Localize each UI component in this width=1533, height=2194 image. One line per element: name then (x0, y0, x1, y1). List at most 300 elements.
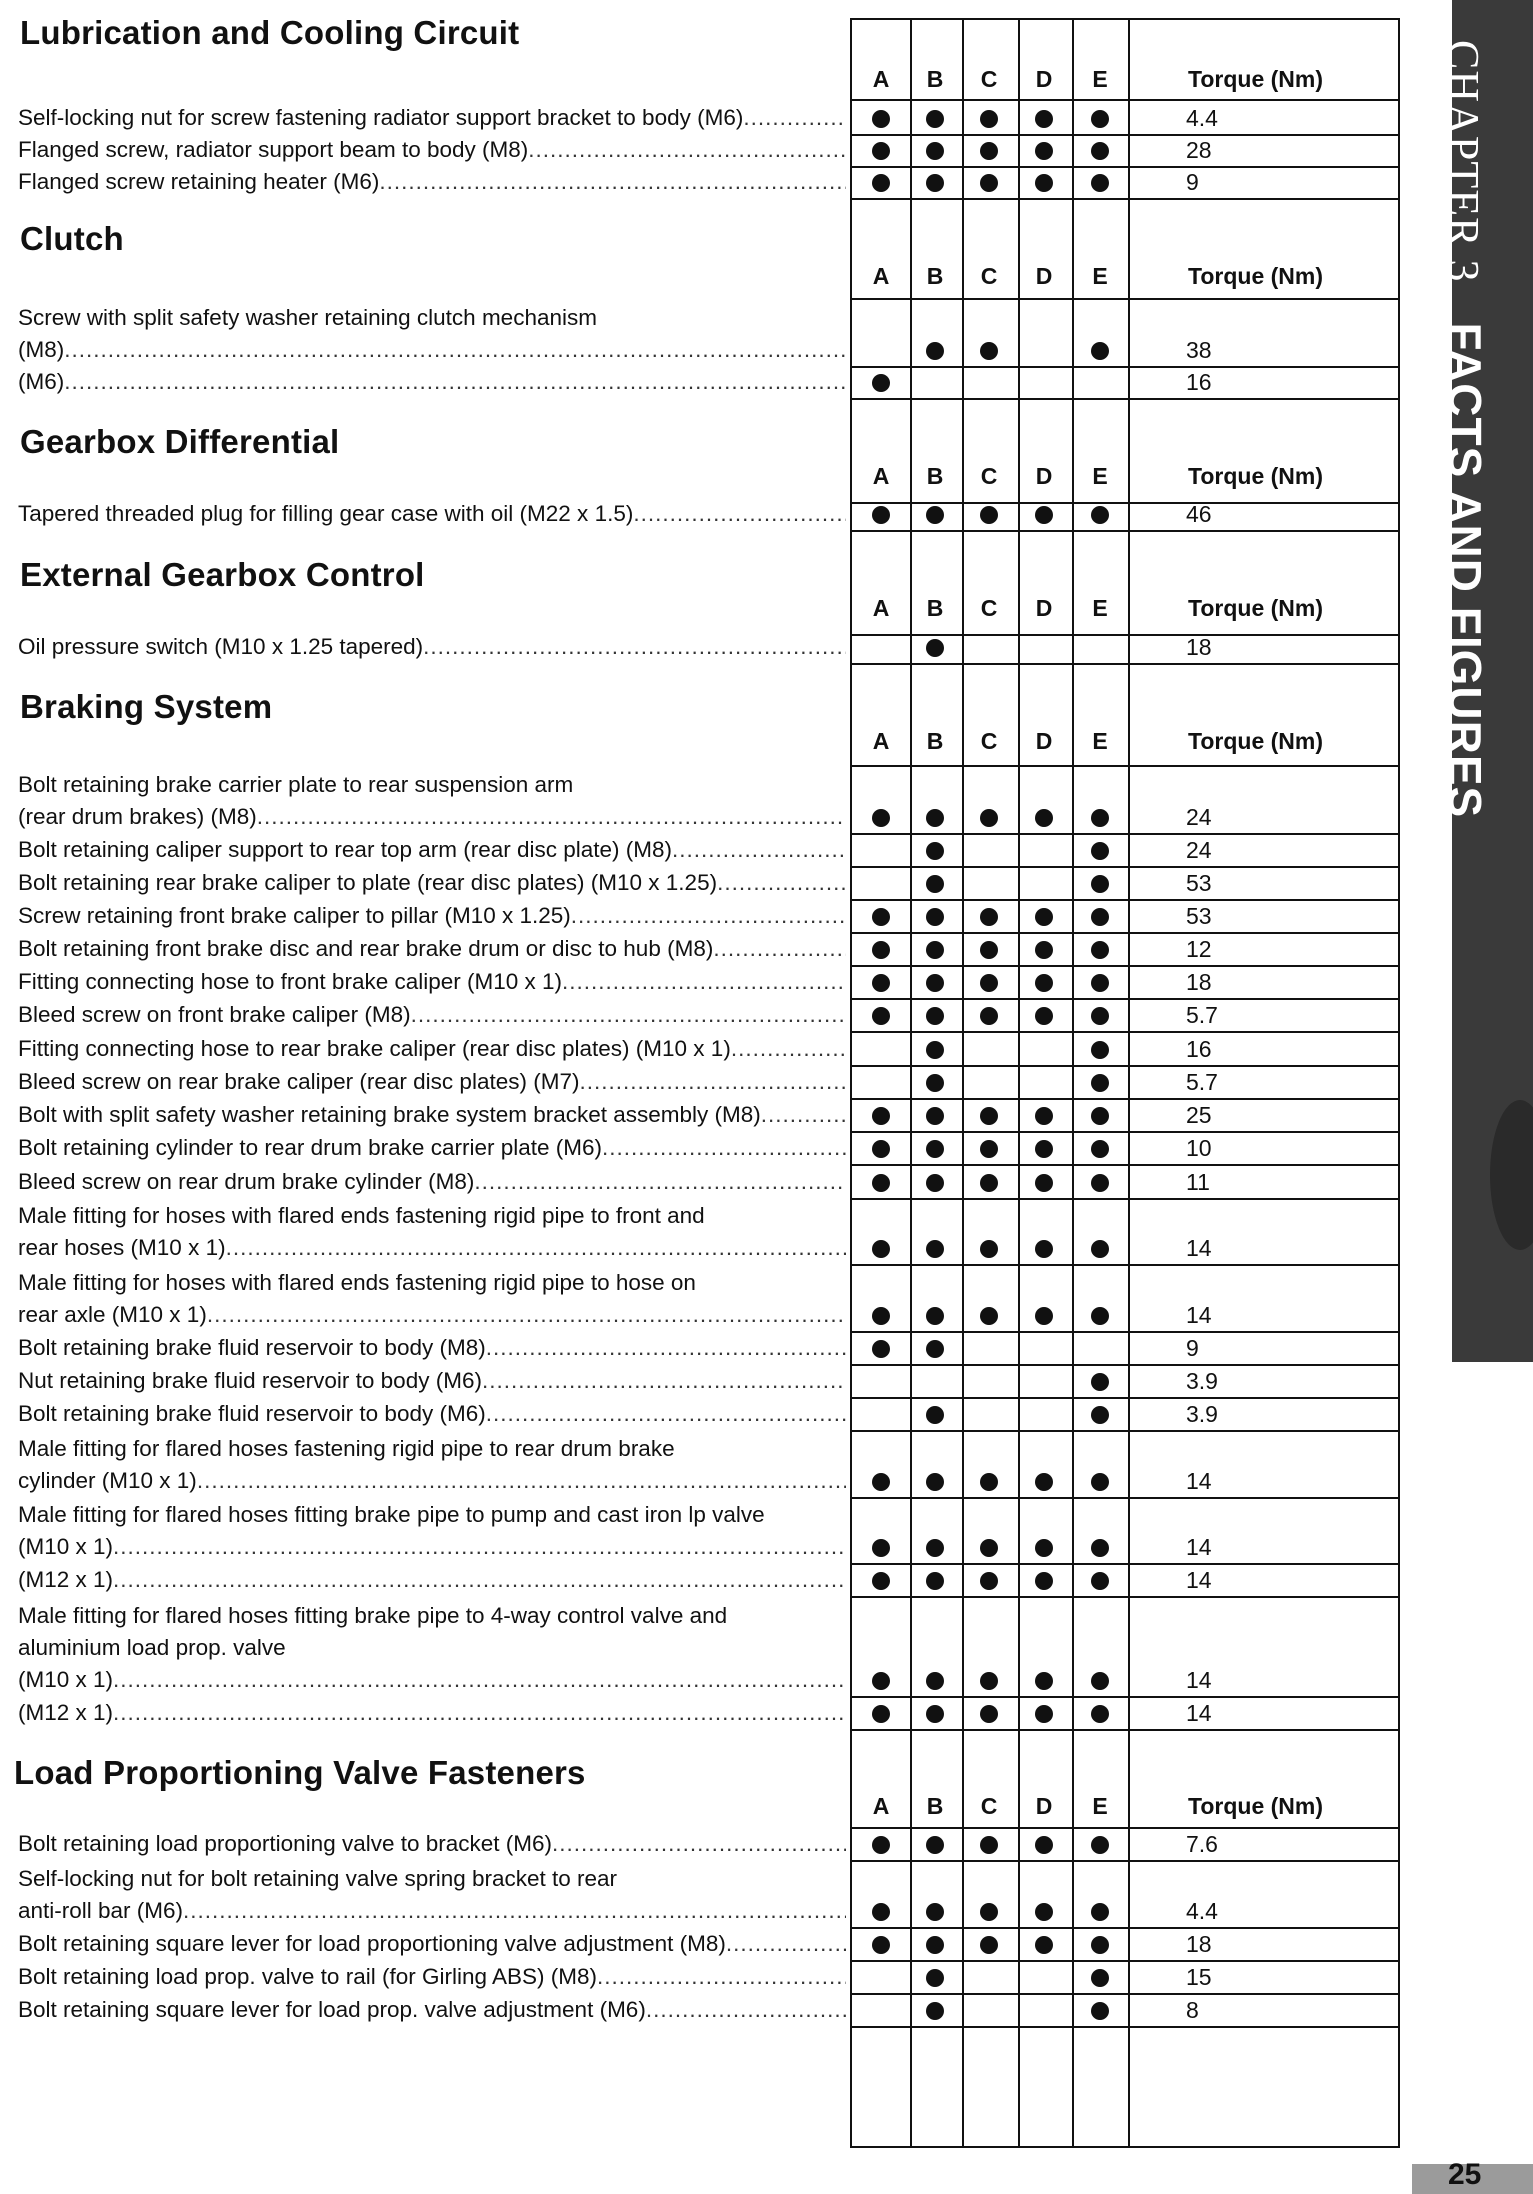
row-label-text: rear hoses (M10 x 1) (18, 1235, 226, 1260)
row-label (18, 771, 573, 799)
applies-dot (1035, 1240, 1053, 1258)
row-label (18, 304, 597, 332)
row-rule (850, 1563, 1398, 1565)
applies-dot (980, 1836, 998, 1854)
applies-dot (1035, 1672, 1053, 1690)
leader-dots (113, 1566, 846, 1594)
header-rule (850, 298, 1398, 300)
applies-dot (872, 1936, 890, 1954)
applies-dot (926, 1936, 944, 1954)
torque-value: 18 (1186, 634, 1212, 660)
row-label-text: Oil pressure switch (M10 x 1.25 tapered) (18, 634, 424, 659)
row-label-text: Screw with split safety washer retaining clutch mechanism (18, 305, 597, 330)
row-rule (850, 1397, 1398, 1399)
leader-dots (207, 1301, 846, 1329)
row-rule (850, 1993, 1398, 1995)
row-label (18, 1134, 846, 1162)
column-header-c: C (980, 263, 998, 289)
applies-dot (872, 1473, 890, 1491)
applies-dot (1035, 1007, 1053, 1025)
column-header-e: E (1092, 66, 1108, 92)
applies-dot (1035, 506, 1053, 524)
torque-value: 18 (1186, 969, 1212, 995)
row-rule (850, 663, 1398, 665)
column-header-d: D (1035, 66, 1053, 92)
row-label (18, 1068, 846, 1096)
torque-value: 24 (1186, 804, 1212, 830)
leader-dots (197, 1467, 846, 1495)
applies-dot (926, 1539, 944, 1557)
applies-dot (980, 941, 998, 959)
column-header-d: D (1035, 463, 1053, 489)
applies-dot (926, 941, 944, 959)
applies-dot (872, 174, 890, 192)
header-rule (850, 99, 1398, 101)
leader-dots (257, 803, 846, 831)
applies-dot (980, 908, 998, 926)
torque-value: 10 (1186, 1135, 1212, 1161)
row-rule (850, 398, 1398, 400)
torque-column-header: Torque (Nm) (1188, 263, 1324, 289)
row-label (18, 368, 846, 396)
row-label (18, 1897, 846, 1925)
leader-dots (713, 935, 846, 963)
applies-dot (872, 1903, 890, 1921)
row-rule (850, 1364, 1398, 1366)
applies-dot (1091, 974, 1109, 992)
applies-dot (872, 809, 890, 827)
leader-dots (571, 902, 846, 930)
applies-dot (980, 1174, 998, 1192)
torque-value: 9 (1186, 1335, 1199, 1361)
applies-dot (980, 1705, 998, 1723)
applies-dot (872, 1539, 890, 1557)
applies-dot (926, 142, 944, 160)
torque-value: 18 (1186, 1931, 1212, 1957)
column-header-b: B (926, 66, 944, 92)
column-header-a: A (872, 66, 890, 92)
column-header-e: E (1092, 728, 1108, 754)
column-header-d: D (1035, 263, 1053, 289)
row-label-text: Bolt retaining brake fluid reservoir to body (M8) (18, 1335, 486, 1360)
applies-dot (980, 1140, 998, 1158)
applies-dot (1035, 974, 1053, 992)
section-heading: Clutch (20, 220, 124, 257)
torque-column-header: Torque (Nm) (1188, 66, 1324, 92)
applies-dot (872, 1240, 890, 1258)
leader-dots (64, 336, 846, 364)
page-number: 25 (1448, 2158, 1482, 2191)
leader-dots (226, 1234, 846, 1262)
applies-dot (1091, 1307, 1109, 1325)
column-header-e: E (1092, 1793, 1108, 1819)
row-label (18, 1996, 846, 2024)
applies-dot (1091, 1969, 1109, 1987)
row-rule (850, 1430, 1398, 1432)
applies-dot (1035, 1174, 1053, 1192)
section-heading: Load Proportioning Valve Fasteners (14, 1754, 586, 1791)
leader-dots (183, 1897, 846, 1925)
torque-value: 28 (1186, 137, 1212, 163)
leader-dots (717, 869, 846, 897)
torque-column-header: Torque (Nm) (1188, 595, 1324, 621)
applies-dot (980, 809, 998, 827)
column-header-d: D (1035, 1793, 1053, 1819)
applies-dot (980, 1107, 998, 1125)
row-rule (850, 866, 1398, 868)
row-label-text: (M10 x 1) (18, 1534, 114, 1559)
torque-value: 4.4 (1186, 1898, 1218, 1924)
applies-dot (872, 1307, 890, 1325)
applies-dot (926, 1174, 944, 1192)
table-column-rule (1398, 18, 1400, 2148)
applies-dot (980, 1672, 998, 1690)
row-label-text: aluminium load prop. valve (18, 1635, 286, 1660)
column-header-d: D (1035, 728, 1053, 754)
column-header-d: D (1035, 595, 1053, 621)
row-label (18, 1301, 846, 1329)
row-label (18, 1269, 696, 1297)
applies-dot (1091, 506, 1109, 524)
row-label-text: Flanged screw retaining heater (M6) (18, 169, 380, 194)
applies-dot (926, 342, 944, 360)
row-label-text: Bolt with split safety washer retaining brake system bracket assembly (M8) (18, 1102, 761, 1127)
row-rule (850, 366, 1398, 368)
applies-dot (1091, 110, 1109, 128)
applies-dot (926, 1307, 944, 1325)
applies-dot (926, 2002, 944, 2020)
row-label (18, 1830, 846, 1858)
torque-value: 3.9 (1186, 1401, 1218, 1427)
row-label-text: Male fitting for flared hoses fastening rigid pipe to rear drum brake (18, 1436, 675, 1461)
column-header-b: B (926, 1793, 944, 1819)
applies-dot (1035, 1140, 1053, 1158)
applies-dot (980, 1240, 998, 1258)
applies-dot (872, 506, 890, 524)
applies-dot (1035, 941, 1053, 959)
row-label (18, 1963, 846, 1991)
column-header-c: C (980, 463, 998, 489)
column-header-a: A (872, 1793, 890, 1819)
applies-dot (926, 1107, 944, 1125)
row-rule (850, 134, 1398, 136)
row-label-text: Bleed screw on front brake caliper (M8) (18, 1002, 411, 1027)
applies-dot (872, 1007, 890, 1025)
row-label-text: Male fitting for hoses with flared ends fastening rigid pipe to hose on (18, 1270, 696, 1295)
row-rule (850, 1164, 1398, 1166)
column-header-e: E (1092, 463, 1108, 489)
row-label (18, 633, 846, 661)
row-label-text: Tapered threaded plug for filling gear case with oil (M22 x 1.5) (18, 501, 634, 526)
chapter-title: FACTS AND FIGURES (1439, 322, 1491, 819)
column-header-e: E (1092, 263, 1108, 289)
applies-dot (980, 1903, 998, 1921)
applies-dot (980, 110, 998, 128)
torque-value: 16 (1186, 369, 1212, 395)
row-label-text: Bolt retaining brake carrier plate to rear suspension arm (18, 772, 574, 797)
torque-value: 53 (1186, 903, 1212, 929)
chapter-label: CHAPTER 3 (1439, 40, 1488, 283)
row-label (18, 1202, 705, 1230)
row-label-text: (M8) (18, 337, 65, 362)
row-label-text: (M10 x 1) (18, 1667, 114, 1692)
applies-dot (926, 110, 944, 128)
row-label-text: Male fitting for flared hoses fitting brake pipe to pump and cast iron lp valve (18, 1502, 765, 1527)
column-header-c: C (980, 1793, 998, 1819)
leader-dots (761, 1101, 846, 1129)
applies-dot (872, 1705, 890, 1723)
row-rule (850, 1696, 1398, 1698)
leader-dots (482, 1367, 846, 1395)
row-label-text: Bolt retaining brake fluid reservoir to body (M6) (18, 1401, 486, 1426)
applies-dot (926, 639, 944, 657)
row-label (18, 1400, 846, 1428)
applies-dot (872, 110, 890, 128)
row-rule (850, 899, 1398, 901)
torque-value: 7.6 (1186, 1831, 1218, 1857)
applies-dot (1091, 1240, 1109, 1258)
torque-value: 14 (1186, 1302, 1212, 1328)
row-rule (850, 1331, 1398, 1333)
torque-value: 8 (1186, 1997, 1199, 2023)
row-label-text: Self-locking nut for screw fastening radiator support bracket to body (M6) (18, 105, 744, 130)
applies-dot (872, 1572, 890, 1590)
applies-dot (1091, 1572, 1109, 1590)
leader-dots (743, 104, 846, 132)
torque-value: 46 (1186, 501, 1212, 527)
row-rule (850, 1098, 1398, 1100)
row-label (18, 935, 846, 963)
row-label-text: (rear drum brakes) (M8) (18, 804, 257, 829)
applies-dot (872, 974, 890, 992)
row-rule (850, 932, 1398, 934)
leader-dots (552, 1830, 846, 1858)
section-heading: External Gearbox Control (20, 556, 425, 593)
applies-dot (872, 1174, 890, 1192)
applies-dot (1091, 142, 1109, 160)
torque-value: 14 (1186, 1667, 1212, 1693)
row-label-text: Bolt retaining load prop. valve to rail (for Girling ABS) (M8) (18, 1964, 597, 1989)
applies-dot (980, 974, 998, 992)
section-heading: Gearbox Differential (20, 423, 340, 460)
applies-dot (980, 142, 998, 160)
leader-dots (672, 836, 846, 864)
leader-dots (579, 1068, 846, 1096)
applies-dot (1091, 941, 1109, 959)
row-rule (850, 1960, 1398, 1962)
applies-dot (872, 1140, 890, 1158)
row-label-text: Bolt retaining square lever for load prop. valve adjustment (M6) (18, 1997, 646, 2022)
section-heading: Braking System (20, 688, 273, 725)
applies-dot (1091, 1140, 1109, 1158)
column-header-a: A (872, 728, 890, 754)
row-label-text: Male fitting for flared hoses fitting brake pipe to 4-way control valve and (18, 1603, 728, 1628)
row-label (18, 1566, 846, 1594)
applies-dot (1091, 1406, 1109, 1424)
row-label-text: Bleed screw on rear drum brake cylinder (M8) (18, 1169, 475, 1194)
applies-dot (1091, 1705, 1109, 1723)
table-bottom-border (850, 2146, 1398, 2148)
applies-dot (1035, 1107, 1053, 1125)
row-label (18, 1666, 846, 1694)
row-label (18, 1101, 846, 1129)
applies-dot (1091, 2002, 1109, 2020)
column-header-b: B (926, 463, 944, 489)
leader-dots (726, 1930, 846, 1958)
row-label (18, 500, 846, 528)
row-rule (850, 1264, 1398, 1266)
applies-dot (872, 1672, 890, 1690)
row-label (18, 104, 846, 132)
row-label (18, 1699, 846, 1727)
leader-dots (113, 1699, 846, 1727)
applies-dot (1091, 1903, 1109, 1921)
leader-dots (602, 1134, 846, 1162)
row-label-text: Bolt retaining rear brake caliper to plate (rear disc plates) (M10 x 1.25) (18, 870, 718, 895)
applies-dot (926, 1903, 944, 1921)
leader-dots (486, 1334, 846, 1362)
applies-dot (1091, 809, 1109, 827)
applies-dot (1035, 1572, 1053, 1590)
row-rule (850, 965, 1398, 967)
applies-dot (926, 1007, 944, 1025)
row-label (18, 336, 846, 364)
applies-dot (1035, 1836, 1053, 1854)
leader-dots (562, 968, 846, 996)
row-label (18, 1634, 286, 1662)
applies-dot (926, 1672, 944, 1690)
header-rule (850, 765, 1398, 767)
row-label-text: Bolt retaining cylinder to rear drum brake carrier plate (M6) (18, 1135, 602, 1160)
row-label-text: Bleed screw on rear brake caliper (rear disc plates) (M7) (18, 1069, 580, 1094)
row-label (18, 1533, 846, 1561)
applies-dot (1035, 110, 1053, 128)
row-label (18, 1865, 617, 1893)
torque-value: 14 (1186, 1700, 1212, 1726)
applies-dot (1035, 908, 1053, 926)
row-label (18, 902, 846, 930)
applies-dot (926, 809, 944, 827)
row-label (18, 1334, 846, 1362)
row-label-text: (M6) (18, 369, 65, 394)
applies-dot (926, 1240, 944, 1258)
torque-value: 11 (1186, 1169, 1210, 1195)
row-rule (850, 1065, 1398, 1067)
row-label (18, 1168, 846, 1196)
applies-dot (872, 908, 890, 926)
torque-value: 5.7 (1186, 1069, 1218, 1095)
torque-value: 14 (1186, 1235, 1212, 1261)
column-header-e: E (1092, 595, 1108, 621)
applies-dot (1035, 1307, 1053, 1325)
torque-value: 14 (1186, 1468, 1212, 1494)
applies-dot (1035, 809, 1053, 827)
applies-dot (926, 1140, 944, 1158)
torque-value: 16 (1186, 1036, 1212, 1062)
row-label-text: cylinder (M10 x 1) (18, 1468, 197, 1493)
row-rule (850, 833, 1398, 835)
header-rule (850, 1827, 1398, 1829)
row-label-text: (M12 x 1) (18, 1567, 114, 1592)
torque-value: 9 (1186, 169, 1199, 195)
torque-column-header: Torque (Nm) (1188, 463, 1324, 489)
torque-value: 24 (1186, 837, 1212, 863)
leader-dots (646, 1996, 846, 2024)
column-header-c: C (980, 66, 998, 92)
applies-dot (1035, 1903, 1053, 1921)
applies-dot (926, 974, 944, 992)
header-rule (850, 634, 1398, 636)
torque-value: 5.7 (1186, 1002, 1218, 1028)
header-rule (850, 502, 1398, 504)
section-heading: Lubrication and Cooling Circuit (20, 14, 520, 51)
leader-dots (486, 1400, 846, 1428)
applies-dot (980, 342, 998, 360)
applies-dot (1091, 1174, 1109, 1192)
applies-dot (872, 374, 890, 392)
row-label (18, 1930, 846, 1958)
row-label-text: Male fitting for hoses with flared ends fastening rigid pipe to front and (18, 1203, 705, 1228)
applies-dot (926, 1406, 944, 1424)
applies-dot (980, 174, 998, 192)
row-label-text: Bolt retaining front brake disc and rear brake drum or disc to hub (M8) (18, 936, 714, 961)
applies-dot (1091, 1074, 1109, 1092)
applies-dot (1035, 1705, 1053, 1723)
row-label (18, 1234, 846, 1262)
torque-value: 15 (1186, 1964, 1212, 1990)
row-label (18, 1367, 846, 1395)
row-label (18, 168, 846, 196)
column-header-b: B (926, 728, 944, 754)
applies-dot (1091, 875, 1109, 893)
row-rule (850, 166, 1398, 168)
row-label (18, 869, 846, 897)
row-rule (850, 198, 1398, 200)
applies-dot (872, 941, 890, 959)
row-label (18, 968, 846, 996)
row-label-text: anti-roll bar (M6) (18, 1898, 184, 1923)
row-rule (850, 1198, 1398, 1200)
row-rule (850, 1031, 1398, 1033)
applies-dot (1035, 1936, 1053, 1954)
row-label (18, 1435, 675, 1463)
applies-dot (1091, 1007, 1109, 1025)
torque-value: 14 (1186, 1534, 1212, 1560)
column-header-a: A (872, 463, 890, 489)
applies-dot (1091, 908, 1109, 926)
applies-dot (926, 1074, 944, 1092)
torque-value: 53 (1186, 870, 1212, 896)
applies-dot (926, 1705, 944, 1723)
row-label (18, 1501, 765, 1529)
leader-dots (411, 1001, 846, 1029)
row-label-text: rear axle (M10 x 1) (18, 1302, 207, 1327)
applies-dot (1091, 1936, 1109, 1954)
torque-column-header: Torque (Nm) (1188, 728, 1324, 754)
row-label-text: Screw retaining front brake caliper to pillar (M10 x 1.25) (18, 903, 571, 928)
leader-dots (113, 1533, 846, 1561)
applies-dot (980, 1473, 998, 1491)
applies-dot (926, 1572, 944, 1590)
row-label (18, 136, 846, 164)
applies-dot (872, 1340, 890, 1358)
row-label (18, 1602, 727, 1630)
torque-value: 38 (1186, 337, 1212, 363)
applies-dot (1091, 1672, 1109, 1690)
leader-dots (597, 1963, 846, 1991)
applies-dot (980, 1936, 998, 1954)
leader-dots (474, 1168, 846, 1196)
